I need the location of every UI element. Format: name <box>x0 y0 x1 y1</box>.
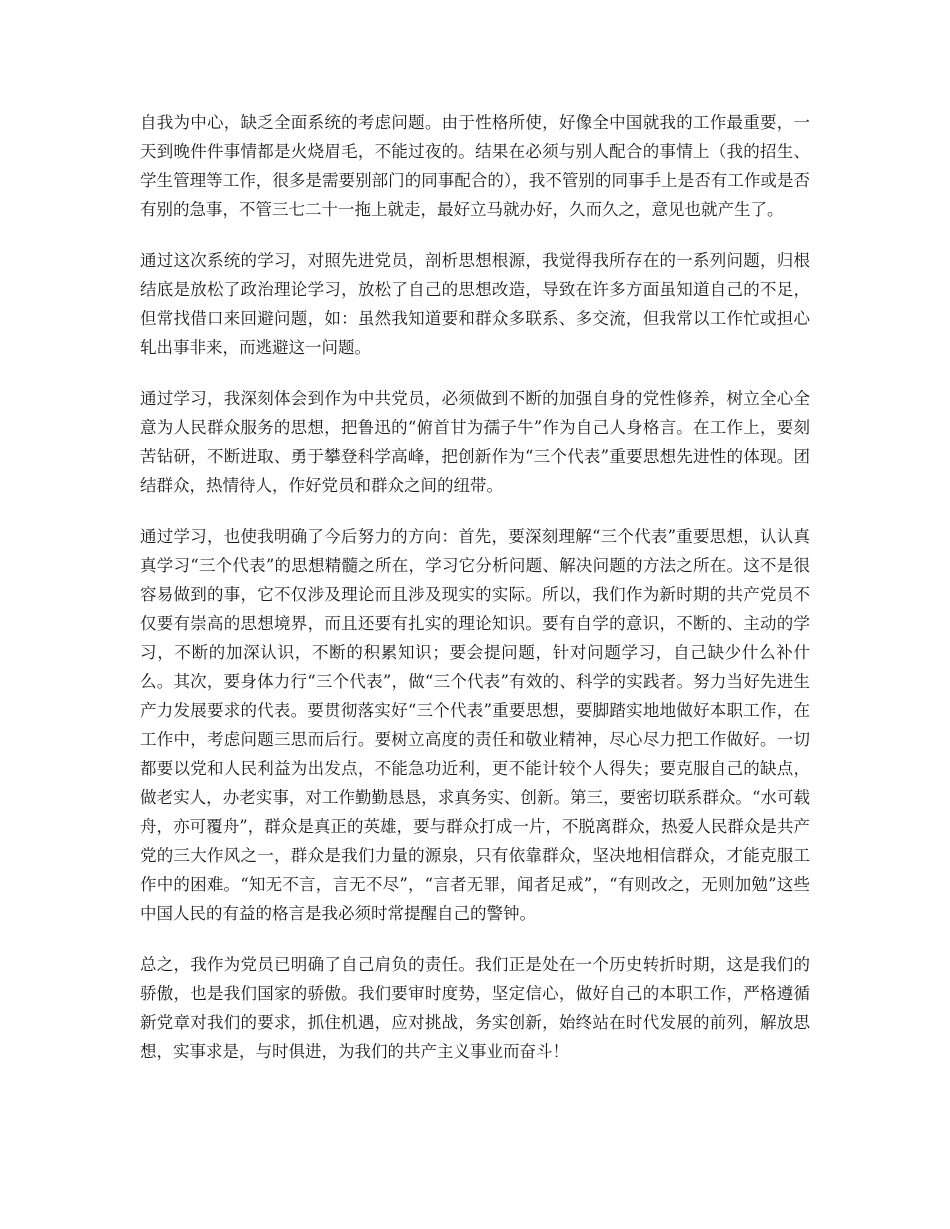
document-body <box>140 108 810 1088</box>
paragraph-3: 通过学习，我深刻体会到作为中共党员，必须做到不断的加强自身的党性修养，树立全心全意为人民群众服务的思想，把鲁迅的“俯首甘为孺子牛”作为自己人身格言。在工作上，要刻苦钻研，不断进取、勇于攀登科学高峰，把创新作为“三个代表”重要思想先进性的体现。团结群众，热情待人，作好党员和群众之间的纽带。 <box>140 389 810 495</box>
paragraph-4: 通过学习，也使我明确了今后努力的方向：首先，要深刻理解“三个代表”重要思想，认认真真学习“三个代表”的思想精髓之所在，学习它分析问题、解决问题的方法之所在。这不是很容易做到的事，它不仅涉及理论而且涉及现实的实际。所以，我们作为新时期的共产党员不仅要有崇高的思想境界，而且还要有扎实的理论知识。要有自学的意识，不断的、主动的学习，不断的加深认识，不断的积累知识；要会提问题，针对问题学习，自己缺少什么补什么。其次，要身体力行“三个代表”，做“三个代表”有效的、科学的实践者。努力当好先进生产力发展要求的代表。要贯彻落实好“三个代表”重要思想，要脚踏实地地做好本职工作，在工作中，考虑问题三思而后行。要树立高度的责任和敬业精神，尽心尽力把工作做好。一切都要以党和人民利益为出发点，不能急功近利，更不能计较个人得失；要克服自己的缺点，做老实人，办老实事，对工作勤勤恳恳，求真务实、创新。第三，要密切联系群众。“水可载舟，亦可覆舟”，群众是真正的英雄，要与群众打成一片，不脱离群众，热爱人民群众是共产党的三大作风之一，群众是我们力量的源泉，只有依靠群众，坚决地相信群众，才能克服工作中的困难。“知无不言，言无不尽”，“言者无罪，闻者足戒”，“有则改之，无则加勉”这些中国人民的有益的格言是我必须时常提醒自己的警钟。 <box>140 527 810 923</box>
paragraph-2: 通过这次系统的学习，对照先进党员，剖析思想根源，我觉得我所存在的一系列问题，归根结底是放松了政治理论学习，放松了自己的思想改造，导致在许多方面虽知道自己的不足，但常找借口来回避问题，如：虽然我知道要和群众多联系、多交流，但我常以工作忙或担心轧出事非来，而逃避这一问题。 <box>140 251 810 357</box>
paragraph-5: 总之，我作为党员已明确了自己肩负的责任。我们正是处在一个历史转折时期，这是我们的骄傲，也是我们国家的骄傲。我们要审时度势，坚定信心，做好自己的本职工作，严格遵循新党章对我们的要求，抓住机遇，应对挑战，务实创新，始终站在时代发展的前列，解放思想，实事求是，与时俱进，为我们的共产主义事业而奋斗！ <box>140 955 810 1061</box>
paragraph-1: 自我为中心，缺乏全面系统的考虑问题。由于性格所使，好像全中国就我的工作最重要，一天到晚件件事情都是火烧眉毛，不能过夜的。结果在必须与别人配合的事情上（我的招生、学生管理等工作，很多是需要别部门的同事配合的），我不管别的同事手上是否有工作或是否有别的急事，不管三七二十一拖上就走，最好立马就办好，久而久之，意见也就产生了。 <box>140 113 810 219</box>
